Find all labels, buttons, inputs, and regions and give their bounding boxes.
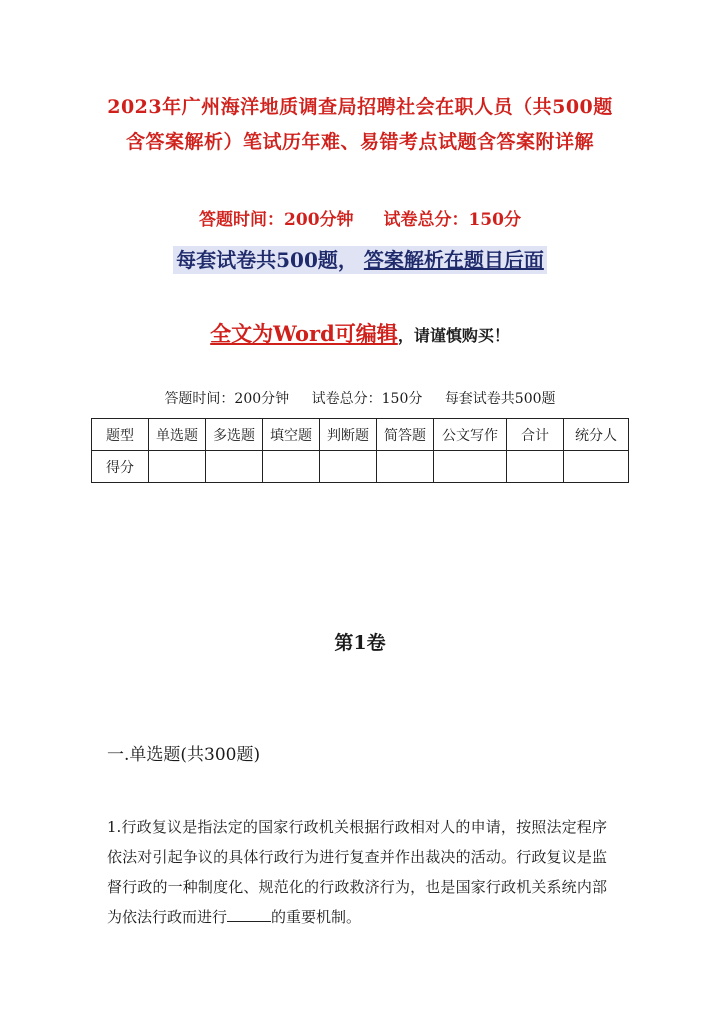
question-text-end: 的重要机制。 xyxy=(271,908,362,926)
title-line-2: 含答案解析）笔试历年难、易错考点试题含答案附详解 xyxy=(125,131,594,153)
notice-count: 每套试卷共500题， xyxy=(173,246,361,274)
score-cell xyxy=(149,451,206,483)
editable-warning-text: ，请谨慎购买！ xyxy=(397,326,510,345)
header-cell: 公文写作 xyxy=(434,419,507,451)
header-cell: 统分人 xyxy=(564,419,629,451)
info-score: 试卷总分：150分 xyxy=(311,391,423,407)
row-label-cell: 得分 xyxy=(92,451,149,483)
editable-red-text: 全文为Word可编辑 xyxy=(210,321,398,346)
answer-blank xyxy=(227,907,271,922)
header-cell: 判断题 xyxy=(320,419,377,451)
score-cell xyxy=(564,451,629,483)
score-cell xyxy=(377,451,434,483)
info-time: 答题时间：200分钟 xyxy=(164,391,290,407)
volume-heading: 第1卷 xyxy=(334,632,386,654)
editable-notice xyxy=(0,318,720,348)
header-cell: 单选题 xyxy=(149,419,206,451)
score-cell xyxy=(263,451,320,483)
exam-score: 试卷总分：150分 xyxy=(383,210,521,230)
exam-time: 答题时间：200分钟 xyxy=(199,210,354,230)
header-cell: 题型 xyxy=(92,419,149,451)
question-text: 1.行政复议是指法定的国家行政机关根据行政相对人的申请，按照法定程序依法对引起争议的具体行政行为进行复查并作出裁决的活动。行政复议是监督行政的一种制度化、规范化的行政救济行为，也是国家行政机关系统内部为依法行政而进行 xyxy=(107,818,607,926)
header-cell: 填空题 xyxy=(263,419,320,451)
header-cell: 简答题 xyxy=(377,419,434,451)
exam-info-line xyxy=(0,388,720,408)
info-count: 每套试卷共500题 xyxy=(444,391,556,407)
score-cell xyxy=(206,451,263,483)
score-table xyxy=(91,418,629,483)
title-line-1: 2023年广州海洋地质调查局招聘社会在职人员（共500题 xyxy=(107,96,613,118)
document-title xyxy=(40,90,680,160)
score-cell xyxy=(320,451,377,483)
question-1 xyxy=(107,812,607,932)
score-cell xyxy=(434,451,507,483)
exam-meta-line xyxy=(0,205,720,230)
score-table-score-row xyxy=(92,451,629,483)
section-heading: 一.单选题(共300题) xyxy=(107,745,261,765)
header-cell: 合计 xyxy=(507,419,564,451)
notice-answer-link[interactable]: 答案解析在题目后面 xyxy=(361,246,547,274)
header-cell: 多选题 xyxy=(206,419,263,451)
score-cell xyxy=(507,451,564,483)
score-table-header-row xyxy=(92,419,629,451)
answer-notice xyxy=(0,244,720,273)
